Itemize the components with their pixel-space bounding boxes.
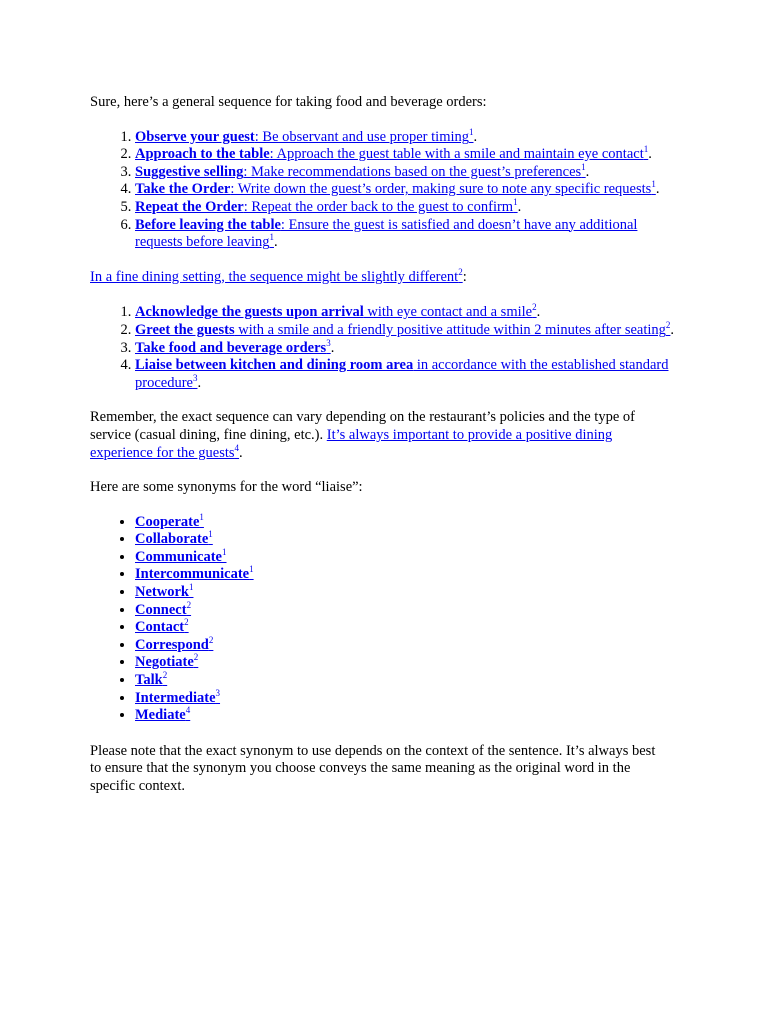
step-link[interactable]: Suggestive selling: Make recommendations based on the guest’s preferences$^1$ bbox=[135, 161, 586, 180]
list-item: 1. Observe your guest: Be observant and use proper timing$^1$. bbox=[135, 129, 680, 147]
step-link[interactable]: Take the Order: Write down the guest’s order, making sure to note any specific requests$^1$ bbox=[135, 179, 656, 198]
synonym-link[interactable]: Collaborate$^1$ bbox=[135, 529, 213, 548]
list-item: 1. Acknowledge the guests upon arrival with eye contact and a smile$^2$. bbox=[135, 304, 680, 322]
synonym-link[interactable]: Correspond$^2$ bbox=[135, 635, 214, 653]
list-item bbox=[135, 549, 678, 567]
closing-paragraph: Please note that the exact synonym to use depends on the context of the sentence. It’s always best to ensure that the synonym you choose conveys the same meaning as the original word in the specific context. bbox=[90, 742, 656, 794]
list-item bbox=[135, 707, 678, 725]
fine-dining-link[interactable]: In a fine dining setting, the sequence might be slightly different$^2$ bbox=[90, 266, 463, 285]
step-link[interactable]: Acknowledge the guests upon arrival with eye contact and a smile$^2$ bbox=[135, 302, 537, 321]
list-item: 6. Before leaving the table: Ensure the guest is satisfied and doesn’t have any additional requests before leaving$^1$. bbox=[135, 217, 680, 252]
synonym-link[interactable]: Negotiate$^2$ bbox=[135, 652, 199, 671]
synonym-link[interactable]: Intermediate$^3$ bbox=[135, 687, 221, 706]
list-item: 3. Suggestive selling: Make recommendations based on the guest’s preferences$^1$. bbox=[135, 164, 680, 182]
list-item: 2. Approach to the table: Approach the guest table with a smile and maintain eye contact$^1$. bbox=[135, 146, 680, 164]
intro-paragraph: Sure, here’s a general sequence for taking food and beverage orders: bbox=[90, 94, 487, 110]
list-item bbox=[135, 599, 678, 620]
list-item: 2. Greet the guests with a smile and a friendly positive attitude within 2 minutes after seating$^2$. bbox=[135, 322, 680, 340]
synonym-link[interactable]: Cooperate$^1$ bbox=[135, 511, 204, 530]
synonym-link[interactable]: Connect$^2$ bbox=[135, 599, 192, 618]
list-item bbox=[135, 511, 678, 532]
synonyms-intro: Here are some synonyms for the word “liaise”: bbox=[90, 479, 363, 496]
fine-dining-steps-list bbox=[90, 304, 678, 392]
list-item bbox=[135, 619, 678, 637]
remember-paragraph: Remember, the exact sequence can vary depending on the restaurant’s policies and the type of service (casual dining, fine dining, etc.). It’s always important to provide a positive dining experience for the guests$^4$. bbox=[90, 409, 635, 461]
list-item bbox=[135, 687, 678, 708]
list-item: 3. Take food and beverage orders$^3$. bbox=[135, 340, 680, 358]
list-item: 4. Liaise between kitchen and dining room area in accordance with the established standard procedure$^3$. bbox=[135, 357, 680, 392]
synonyms-list bbox=[90, 511, 678, 725]
step-link[interactable]: Observe your guest: Be observant and use proper timing$^1$ bbox=[135, 126, 474, 145]
step-link[interactable]: Take food and beverage orders$^3$ bbox=[135, 337, 331, 356]
order-steps-list bbox=[90, 126, 678, 252]
synonym-link[interactable]: Mediate$^4$ bbox=[135, 705, 191, 724]
synonym-link[interactable]: Talk$^2$ bbox=[135, 670, 168, 689]
list-item: 5. Repeat the Order: Repeat the order back to the guest to confirm$^1$. bbox=[135, 199, 680, 217]
synonym-link[interactable]: Network$^1$ bbox=[135, 582, 194, 601]
synonym-link[interactable]: Contact$^2$ bbox=[135, 617, 189, 636]
list-item: 4. Take the Order: Write down the guest’s order, making sure to note any specific requests$^1$. bbox=[135, 181, 680, 199]
step-link[interactable]: Approach to the table: Approach the guest table with a smile and maintain eye contact$^1$ bbox=[135, 144, 649, 163]
step-link[interactable]: Before leaving the table: Ensure the guest is satisfied and doesn’t have any additional requests before leaving$^1$ bbox=[135, 216, 638, 251]
synonym-link[interactable]: Communicate$^1$ bbox=[135, 547, 227, 565]
positive-experience-link[interactable]: It’s always important to provide a positive dining experience for the guests$^4$ bbox=[90, 426, 613, 461]
step-link[interactable]: Greet the guests with a smile and a friendly positive attitude within 2 minutes after seating$^2$ bbox=[135, 320, 671, 338]
list-item bbox=[135, 637, 678, 655]
list-item bbox=[135, 654, 678, 672]
step-link[interactable]: Liaise between kitchen and dining room area in accordance with the established standard procedure$^3$ bbox=[135, 357, 669, 391]
list-item bbox=[135, 531, 678, 549]
fine-dining-paragraph: In a fine dining setting, the sequence might be slightly different$^2$: bbox=[90, 266, 467, 285]
synonym-link[interactable]: Intercommunicate$^1$ bbox=[135, 564, 254, 583]
list-item bbox=[135, 566, 678, 584]
list-item bbox=[135, 584, 678, 602]
step-link[interactable]: Repeat the Order: Repeat the order back to the guest to confirm$^1$ bbox=[135, 197, 518, 215]
